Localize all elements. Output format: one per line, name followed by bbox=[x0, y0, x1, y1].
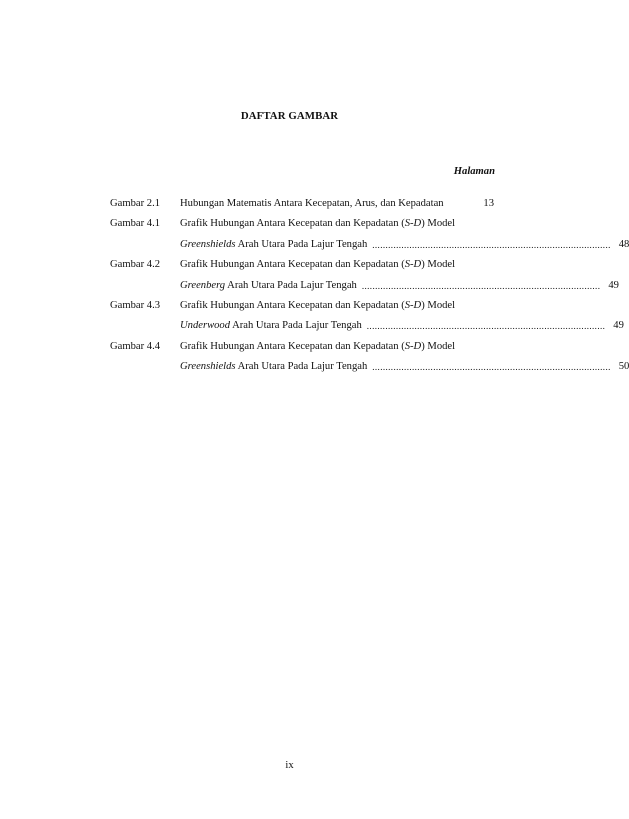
figure-caption-line1: Grafik Hubungan Antara Kecepatan dan Kepadatan (S-D) Model bbox=[180, 259, 456, 271]
figure-number: Gambar 4.4 bbox=[110, 340, 161, 352]
figure-entry-continuation bbox=[110, 360, 629, 380]
figure-caption-line1: Grafik Hubungan Antara Kecepatan dan Kepadatan (S-D) Model bbox=[180, 299, 456, 311]
figure-entry-continuation bbox=[110, 279, 619, 299]
leader-dots: .......................................................................................... bbox=[372, 362, 611, 373]
figure-entry-continuation bbox=[110, 238, 629, 258]
figure-page-number: 49 bbox=[608, 279, 619, 291]
leader-dots: .......................................................................................... bbox=[366, 321, 606, 332]
figure-page-number: 13 bbox=[483, 198, 494, 209]
figure-caption-line2: Greenberg Arah Utara Pada Lajur Tengah bbox=[180, 279, 357, 291]
figure-page-number: 50 bbox=[618, 361, 629, 373]
figure-entry bbox=[110, 197, 494, 217]
figure-caption-line2: Underwood Arah Utara Pada Lajur Tengah bbox=[180, 320, 362, 332]
leader-dots: .......................................................................................... bbox=[372, 239, 611, 250]
page-column-label: Halaman bbox=[453, 166, 495, 177]
figure-page-number: 48 bbox=[618, 238, 629, 250]
figure-caption: Hubungan Matematis Antara Kecepatan, Arus, dan Kepadatan bbox=[180, 198, 444, 209]
figure-list bbox=[110, 197, 629, 381]
figure-entry bbox=[110, 258, 494, 278]
page-number-footer: ix bbox=[285, 760, 294, 771]
figure-number: Gambar 4.1 bbox=[110, 218, 161, 230]
figure-entry bbox=[110, 340, 494, 360]
figure-caption-line1: Grafik Hubungan Antara Kecepatan dan Kepadatan (S-D) Model bbox=[180, 340, 456, 352]
figure-caption-line1: Grafik Hubungan Antara Kecepatan dan Kepadatan (S-D) Model bbox=[180, 218, 456, 230]
figure-number: Gambar 2.1 bbox=[110, 198, 161, 209]
figure-entry-continuation bbox=[110, 319, 624, 339]
figure-page-number: 49 bbox=[613, 320, 624, 332]
page-title: DAFTAR GAMBAR bbox=[240, 110, 339, 122]
figure-number: Gambar 4.2 bbox=[110, 259, 161, 271]
figure-number: Gambar 4.3 bbox=[110, 299, 161, 311]
figure-entry bbox=[110, 299, 494, 319]
figure-caption-line2: Greenshields Arah Utara Pada Lajur Tengah bbox=[180, 238, 368, 250]
leader-dots: .......................................................................................... bbox=[361, 280, 601, 291]
figure-entry bbox=[110, 217, 494, 237]
figure-caption-line2: Greenshields Arah Utara Pada Lajur Tengah bbox=[180, 361, 368, 373]
